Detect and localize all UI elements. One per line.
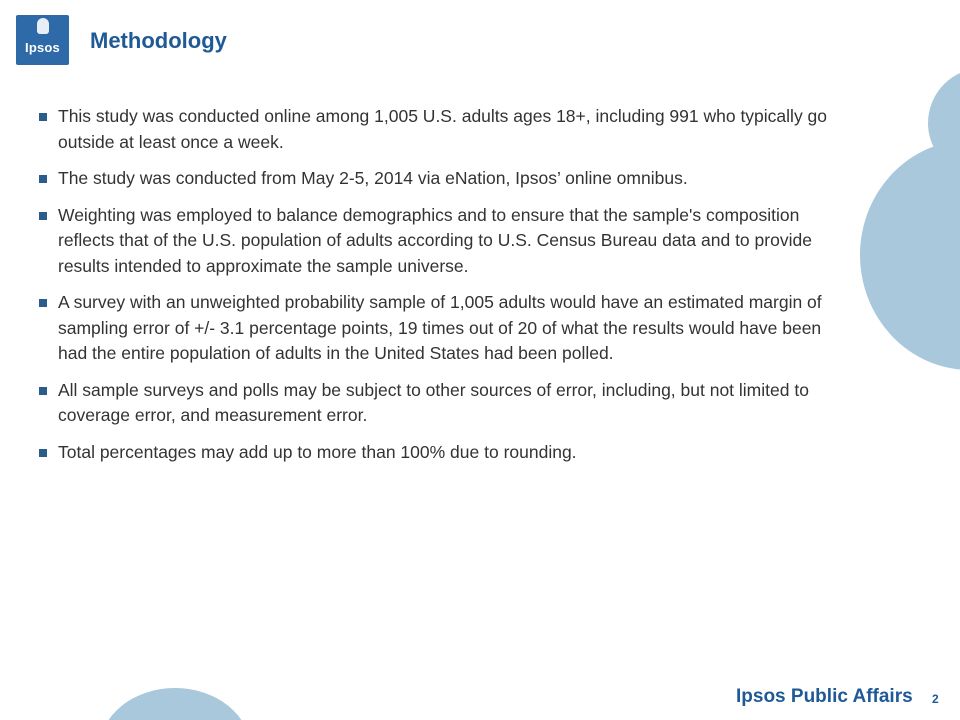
page-number: 2 xyxy=(932,692,939,706)
bullet-item xyxy=(37,203,852,280)
bullet-text: This study was conducted online among 1,005 U.S. adults ages 18+, including 991 who typically go outside at least once a week. xyxy=(58,106,828,152)
square-bullet-icon xyxy=(39,175,47,183)
bullet-item xyxy=(37,440,852,466)
logo-text: Ipsos xyxy=(25,40,60,55)
bullet-item xyxy=(37,290,852,367)
page-title: Methodology xyxy=(90,28,227,53)
decorative-circle-bottom xyxy=(100,688,250,720)
square-bullet-icon xyxy=(39,113,47,121)
ipsos-logo xyxy=(16,15,69,65)
bullet-text: Total percentages may add up to more than 100% due to rounding. xyxy=(58,441,577,462)
square-bullet-icon xyxy=(39,299,47,307)
square-bullet-icon xyxy=(39,387,47,395)
square-bullet-icon xyxy=(39,449,47,457)
footer-brand: Ipsos Public Affairs xyxy=(736,686,913,707)
bullet-text: A survey with an unweighted probability sample of 1,005 adults would have an estimated margin of sampling error of +/- 3.1 percentage points, 19 times out of 20 of what the results would have been had the entire population of adults in the United States had been polled. xyxy=(58,292,822,363)
methodology-bullet-list xyxy=(37,104,852,476)
bullet-text: All sample surveys and polls may be subject to other sources of error, including, but not limited to coverage error, and measurement error. xyxy=(58,379,809,425)
decorative-circle-right xyxy=(860,140,960,370)
bullet-item xyxy=(37,166,852,192)
logo-tab-shape xyxy=(37,18,49,34)
bullet-item xyxy=(37,104,852,155)
bullet-text: The study was conducted from May 2-5, 2014 via eNation, Ipsos’ online omnibus. xyxy=(58,168,688,188)
bullet-item xyxy=(37,378,852,429)
bullet-text: Weighting was employed to balance demographics and to ensure that the sample's composition reflects that of the U.S. population of adults according to U.S. Census Bureau data and to provide results intended to approximate the sample universe. xyxy=(58,204,812,276)
square-bullet-icon xyxy=(39,212,47,220)
